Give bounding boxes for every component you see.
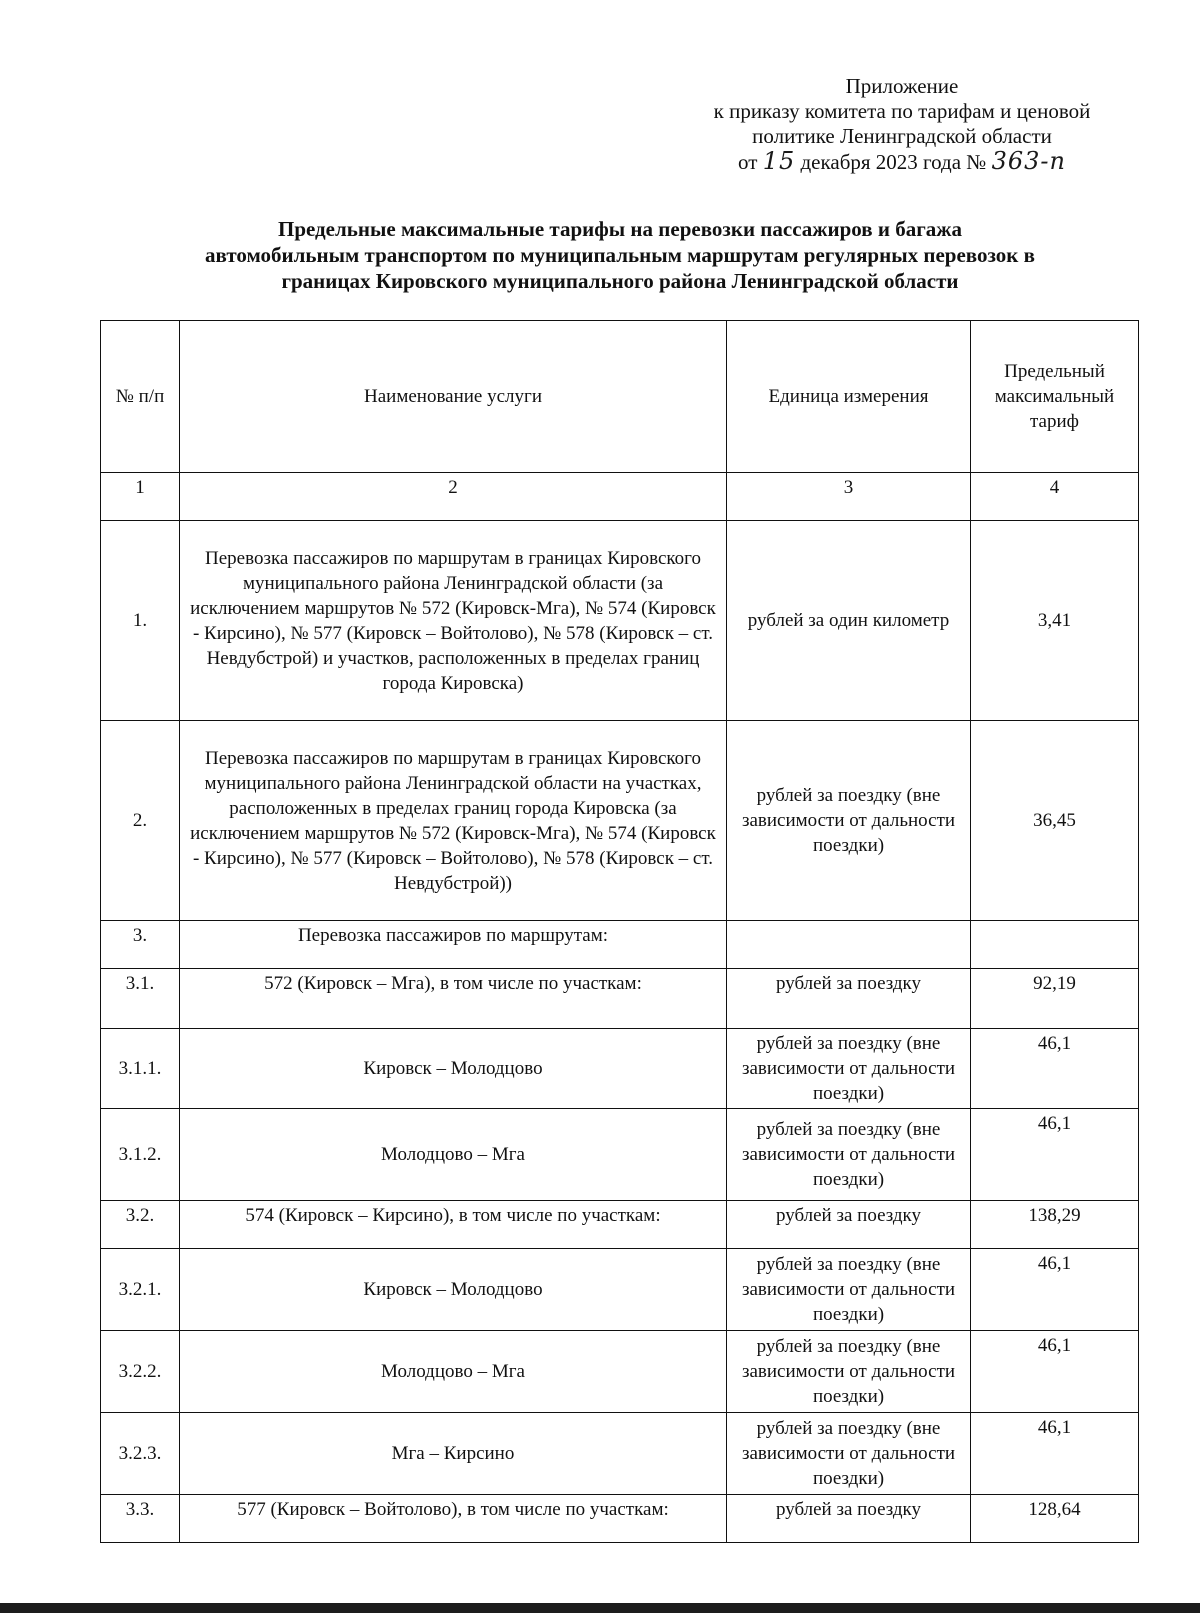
appendix-title: Приложение <box>845 74 959 98</box>
row-service-name: Перевозка пассажиров по маршрутам: <box>180 921 727 969</box>
table-row <box>101 1029 1139 1109</box>
row-unit: рублей за поездку (вне зависимости от дальности поездки) <box>727 1413 971 1495</box>
table-header-row <box>101 321 1139 473</box>
scan-bottom-edge <box>0 1603 1200 1613</box>
row-tariff: 36,45 <box>971 721 1139 921</box>
row-number: 3.1.2. <box>101 1109 180 1201</box>
row-service-name: 574 (Кировск – Кирсино), в том числе по участкам: <box>180 1201 727 1249</box>
row-unit: рублей за поездку <box>727 1201 971 1249</box>
row-service-name: Перевозка пассажиров по маршрутам в границах Кировского муниципального района Ленинградской области (за исключением маршрутов № 572 (Кировск-Мга), № 574 (Кировск - Кирсино), № 577 (Кировск – Войтолово), № 578 (Кировск – ст. Невдубстрой) и участков, расположенных в пределах границ города Кировска) <box>180 521 727 721</box>
appendix-date-line <box>672 149 1132 175</box>
header-tariff: Предельный максимальный тариф <box>971 321 1139 473</box>
row-tariff: 46,1 <box>971 1249 1139 1331</box>
row-tariff: 138,29 <box>971 1201 1139 1249</box>
tariff-table <box>100 320 1139 1543</box>
row-service-name: Кировск – Молодцово <box>180 1249 727 1331</box>
row-unit: рублей за поездку <box>727 1495 971 1543</box>
header-unit: Единица измерения <box>727 321 971 473</box>
title-line-1: Предельные максимальные тарифы на перевозки пассажиров и багажа <box>278 217 962 241</box>
table-row <box>101 969 1139 1029</box>
table-row <box>101 1331 1139 1413</box>
column-number: 4 <box>971 473 1139 521</box>
row-tariff: 128,64 <box>971 1495 1139 1543</box>
row-tariff: 92,19 <box>971 969 1139 1029</box>
table-row <box>101 1413 1139 1495</box>
column-number-row <box>101 473 1139 521</box>
table-row <box>101 921 1139 969</box>
appendix-order-line: к приказу комитета по тарифам и ценовой <box>713 99 1091 123</box>
row-unit: рублей за поездку <box>727 969 971 1029</box>
row-number: 3.2.1. <box>101 1249 180 1331</box>
table-row <box>101 721 1139 921</box>
table-row <box>101 521 1139 721</box>
row-number: 3. <box>101 921 180 969</box>
row-unit: рублей за поездку (вне зависимости от дальности поездки) <box>727 1331 971 1413</box>
row-service-name: Перевозка пассажиров по маршрутам в границах Кировского муниципального района Ленинградской области на участках, расположенных в пределах границ города Кировска (за исключением маршрутов № 572 (Кировск-Мга), № 574 (Кировск - Кирсино), № 577 (Кировск – Войтолово), № 578 (Кировск – ст. Невдубстрой)) <box>180 721 727 921</box>
row-service-name: Кировск – Молодцово <box>180 1029 727 1109</box>
row-unit: рублей за поездку (вне зависимости от дальности поездки) <box>727 1029 971 1109</box>
title-line-2: автомобильным транспортом по муниципальным маршрутам регулярных перевозок в <box>205 243 1035 267</box>
row-number: 3.2.2. <box>101 1331 180 1413</box>
row-unit: рублей за поездку (вне зависимости от дальности поездки) <box>727 1249 971 1331</box>
row-tariff: 46,1 <box>971 1109 1139 1201</box>
row-tariff: 46,1 <box>971 1029 1139 1109</box>
row-unit: рублей за один километр <box>727 521 971 721</box>
table-row <box>101 1249 1139 1331</box>
column-number: 2 <box>180 473 727 521</box>
document-title <box>100 216 1140 294</box>
row-service-name: Мга – Кирсино <box>180 1413 727 1495</box>
date-prefix: от <box>738 150 758 174</box>
header-number: № п/п <box>101 321 180 473</box>
table-row <box>101 1495 1139 1543</box>
row-number: 1. <box>101 521 180 721</box>
title-line-3: границах Кировского муниципального района Ленинградской области <box>281 269 959 293</box>
date-day-handwritten: 15 <box>762 147 796 175</box>
order-number-handwritten: 363-п <box>991 147 1066 175</box>
row-number: 2. <box>101 721 180 921</box>
row-unit <box>727 921 971 969</box>
table-row <box>101 1109 1139 1201</box>
row-service-name: 577 (Кировск – Войтолово), в том числе по участкам: <box>180 1495 727 1543</box>
row-tariff: 46,1 <box>971 1413 1139 1495</box>
row-unit: рублей за поездку (вне зависимости от дальности поездки) <box>727 1109 971 1201</box>
row-service-name: Молодцово – Мга <box>180 1331 727 1413</box>
row-service-name: 572 (Кировск – Мга), в том числе по участкам: <box>180 969 727 1029</box>
row-number: 3.3. <box>101 1495 180 1543</box>
row-tariff: 46,1 <box>971 1331 1139 1413</box>
column-number: 1 <box>101 473 180 521</box>
row-tariff: 3,41 <box>971 521 1139 721</box>
appendix-committee-line: политике Ленинградской области <box>752 124 1052 148</box>
row-tariff <box>971 921 1139 969</box>
row-number: 3.2. <box>101 1201 180 1249</box>
row-unit: рублей за поездку (вне зависимости от дальности поездки) <box>727 721 971 921</box>
table-row <box>101 1201 1139 1249</box>
row-number: 3.1.1. <box>101 1029 180 1109</box>
row-number: 3.1. <box>101 969 180 1029</box>
column-number: 3 <box>727 473 971 521</box>
row-service-name: Молодцово – Мга <box>180 1109 727 1201</box>
appendix-header <box>672 74 1132 175</box>
date-rest: декабря 2023 года № <box>800 150 987 174</box>
header-service-name: Наименование услуги <box>180 321 727 473</box>
row-number: 3.2.3. <box>101 1413 180 1495</box>
